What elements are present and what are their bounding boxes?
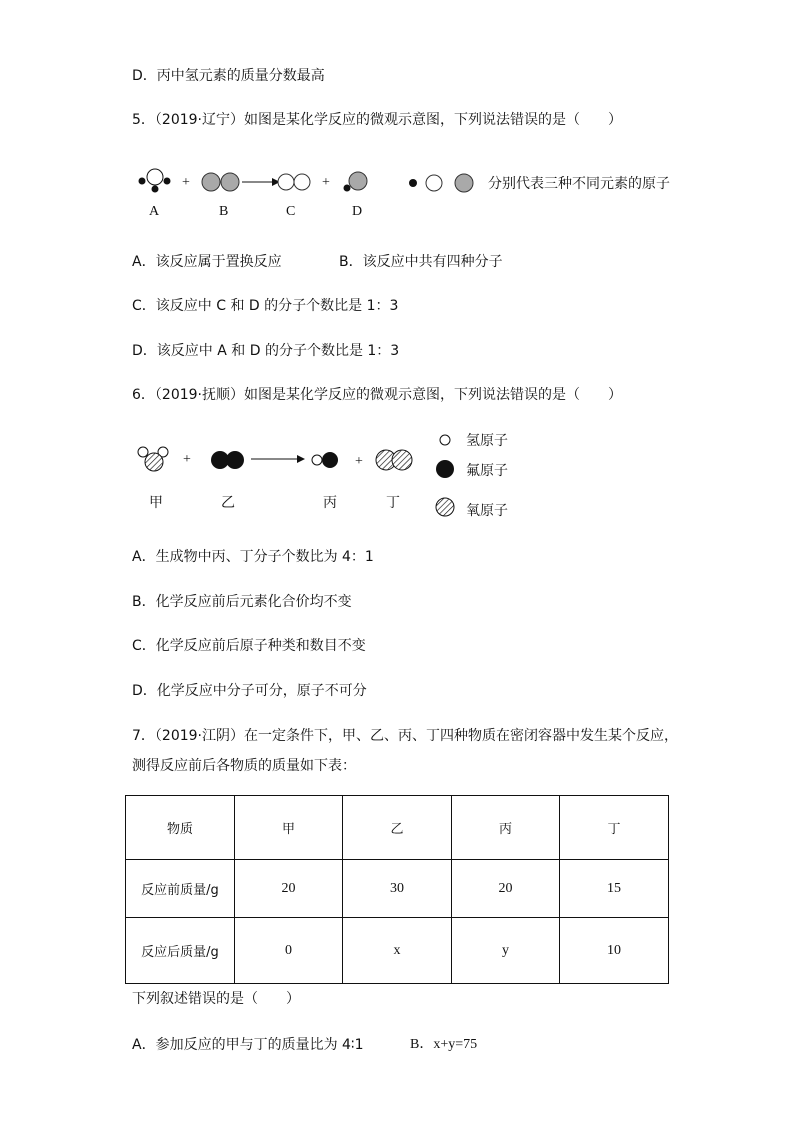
q6-option-d: D．化学反应中分子可分，原子不可分 [132,683,367,699]
q6-legend-fluorine: 氟原子 [466,463,508,479]
table-cell: 0 [235,918,343,984]
table-cell: 30 [343,860,452,918]
q7-prompt: 下列叙述错误的是（ ） [132,991,300,1007]
table-cell: 反应后质量/g [126,918,235,984]
table-header-cell: 丙 [452,796,560,860]
q6-molecule-ding [376,450,412,470]
table-cell: y [452,918,560,984]
q6-option-a: A．生成物中丙、丁分子个数比为 4：1 [132,549,374,565]
q6-reaction-diagram [132,425,692,525]
table-header-cell: 丁 [560,796,669,860]
table-cell: x [343,918,452,984]
q5-reaction-diagram [132,166,692,226]
legend-hydrogen-atom [440,435,450,445]
q6-label-bing: 丙 [323,495,337,511]
table-header-row [126,796,669,860]
table-row [126,918,669,984]
q6-label-jia: 甲 [149,495,163,511]
q6-stem: 6．（2019·抚顺）如图是某化学反应的微观示意图，下列说法错误的是（ ） [132,387,622,403]
q6-reaction-arrow [251,455,305,463]
table-cell: 20 [452,860,560,918]
q6-option-b: B．化学反应前后元素化合价均不变 [132,594,352,610]
table-cell: 20 [235,860,343,918]
q7-mass-table [125,795,669,984]
q5-legend [409,174,670,192]
legend-grey-atom [455,174,473,192]
legend-fluorine-atom [436,460,454,478]
q5-option-c: C．该反应中 C 和 D 的分子个数比是 1：3 [132,298,399,314]
q6-option-c: C．化学反应前后原子种类和数目不变 [132,638,366,654]
q5-label-a: A [149,204,160,219]
table-row [126,860,669,918]
q6-legend-hydrogen: 氢原子 [466,433,508,449]
q6-molecule-bing [312,452,338,468]
q7-option-a: A．参加反应的甲与丁的质量比为 4∶1 [132,1037,364,1053]
q5-legend-text: 分别代表三种不同元素的原子 [488,176,670,192]
q6-plus-2: + [355,454,363,469]
q6-molecule-jia [138,447,168,471]
q6-label-yi: 乙 [221,495,235,511]
q5-molecule-c [278,174,310,190]
q5-option-b: B．该反应中共有四种分子 [339,254,503,270]
q7-stem-line2: 测得反应前后各物质的质量如下表： [132,758,356,774]
q6-legend-oxygen: 氧原子 [466,503,508,519]
q5-plus-2: + [322,175,330,190]
table-header-cell: 物质 [126,796,235,860]
q5-label-c: C [286,204,296,219]
q6-legend [436,433,508,519]
legend-white-atom [426,175,442,191]
q5-label-b: B [219,204,229,219]
q4-option-d: D．丙中氢元素的质量分数最高 [132,68,325,84]
q5-plus-1: + [182,175,190,190]
q5-label-d: D [352,204,363,219]
table-cell: 10 [560,918,669,984]
table-header-cell: 乙 [343,796,452,860]
q6-label-ding: 丁 [386,495,400,511]
table-cell: 反应前质量/g [126,860,235,918]
q6-molecule-yi [211,451,244,469]
q5-molecule-b [202,173,239,191]
table-cell: 15 [560,860,669,918]
table-header-cell: 甲 [235,796,343,860]
q5-molecule-d [344,172,368,192]
q5-stem: 5．（2019·辽宁）如图是某化学反应的微观示意图，下列说法错误的是（ ） [132,112,622,128]
legend-oxygen-atom [436,498,454,516]
q5-molecule-a [139,169,171,193]
q7-option-b: B．x+y=75 [410,1037,478,1052]
q5-reaction-arrow [242,178,280,186]
q5-option-d: D．该反应中 A 和 D 的分子个数比是 1：3 [132,343,400,359]
q7-stem-line1: 7．（2019·江阴）在一定条件下，甲、乙、丙、丁四种物质在密闭容器中发生某个反应， [132,728,678,744]
q6-plus-1: + [183,452,191,467]
legend-black-atom [409,179,417,187]
q5-option-a: A．该反应属于置换反应 [132,254,282,270]
